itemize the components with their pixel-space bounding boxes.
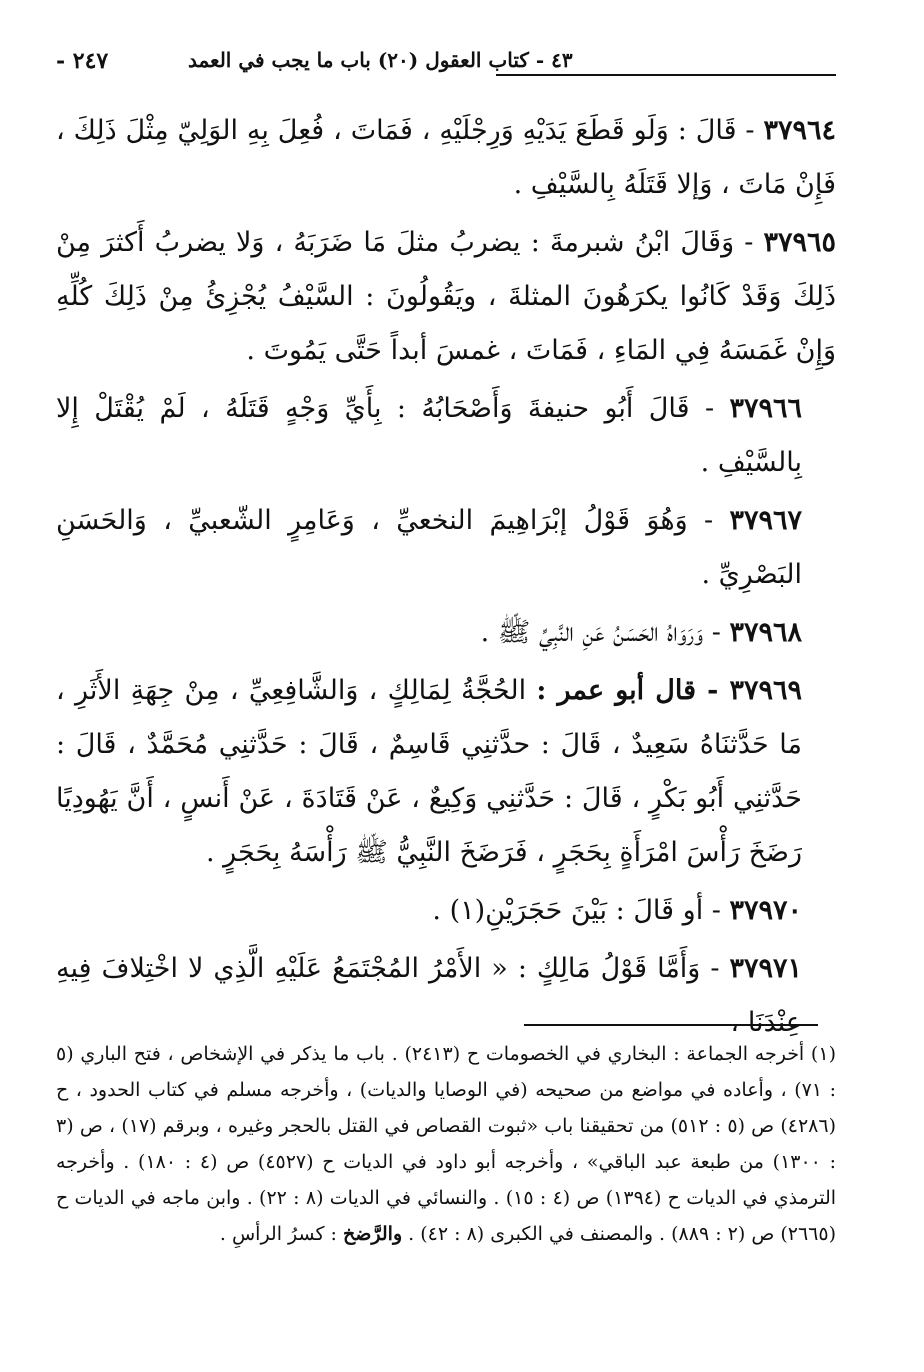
header-rule (496, 74, 836, 76)
footnote (56, 1036, 836, 1252)
paragraph (56, 942, 836, 1050)
paragraph-number: ٣٧٩٦٥ (763, 227, 836, 258)
paragraph (56, 606, 836, 660)
paragraph-number: ٣٧٩٧٠ (729, 895, 802, 926)
footnote-term: والرَّضخ (343, 1223, 403, 1245)
footnote-text: (١) أخرجه الجماعة : البخاري في الخصومات ح (٢٤١٣) . باب ما يذكر في الإشخاص ، فتح الباري (٥ : ٧١) ، وأعاده في مواضع من صحيحه (في الوصايا والديات) ، وأخرجه مسلم في كتاب الحدود ، ح (٤٢٨٦) ص (٥ : ٥١٢) من تحقيقنا باب «ثبوت القصاص في القتل بالحجر وغيره ، وبرقم (١٧) ، ص (٣ : ١٣٠٠) من طبعة عبد الباقي» ، وأخرجه أبو داود في الديات ح (٤٥٢٧) ص (٤ : ١٨٠) . وأخرجه الترمذي في الديات ح (١٣٩٤) ص (٤ : ١٥) . والنسائي في الديات (٨ : ٢٢) . وابن ماجه في الديات ح (٢٦٦٥) ص (٢ : ٨٨٩) . والمصنف في الكبرى (٨ : ٤٢) . (56, 1043, 837, 1245)
paragraph (56, 664, 836, 880)
paragraph-text: الحُجَّةُ لِمَالِكٍ ، وَالشَّافِعِيِّ ، مِنْ جِهَةِ الأَثَرِ ، مَا حَدَّثنَاهُ سَعِيدٌ ، قَالَ : حدَّثنِي قَاسِمٌ ، قَالَ : حَدَّثنِي مُحَمَّدٌ ، قَالَ : حَدَّثنِي أَبُو بَكْرٍ ، قَالَ : حَدَّثنِي وَكِيعٌ ، عَنْ قَتَادَةَ ، عَنْ أَنسٍ ، أَنَّ يَهُودِيًا رَضَخَ رَأْسَ امْرَأَةٍ بِحَجَرٍ ، فَرَضَخَ النَّبِيُّ ﷺ رَأْسَهُ بِحَجَرٍ . (56, 675, 802, 868)
running-title: ٤٣ - كتاب العقول (٢٠) باب ما يجب في العمد (188, 48, 573, 72)
main-text (56, 104, 836, 1054)
paragraph (56, 104, 836, 212)
paragraph-number: ٣٧٩٦٤ (763, 115, 836, 146)
paragraph-text: - أو قَالَ : بَيْنَ حَجَرَيْنِ(١) . (432, 895, 730, 926)
paragraph (56, 216, 836, 378)
paragraph-text: - وَقَالَ ابْنُ شبرمةَ : يضربُ مثلَ مَا ضَرَبَهُ ، وَلا يضربُ أَكثرَ مِنْ ذَلِكَ وَقَدْ كَانُوا يكرَهُونَ المثلةَ ، ويَقُولُونَ : السَّيْفُ يُجْزِئُ مِنْ ذَلِكَ كُلِّهِ وَإِنْ غَمَسَهُ فِي المَاءِ ، فَمَاتَ ، غمسَ أبداً حَتَّى يَمُوتَ . (56, 227, 836, 366)
paragraph (56, 382, 836, 490)
paragraph-number: ٣٧٩٦٦ (729, 393, 802, 424)
paragraph-text: - وَرَوَاهُ الحَسَنُ عَنِ النَّبِيِّ ﷺ . (480, 617, 730, 648)
paragraph-text: - قَالَ أَبُو حنيفةَ وَأَصْحَابُهُ : بِأَيِّ وَجْهٍ قَتَلَهُ ، لَمْ يُقْتَلْ إِلا بِالسَّيْفِ . (56, 393, 802, 478)
paragraph-number: ٣٧٩٧١ (729, 953, 802, 984)
footnote-rule (524, 1024, 818, 1026)
paragraph-number: ٣٧٩٦٨ (729, 617, 802, 648)
paragraph-text: - وَأَمَّا قَوْلُ مَالِكٍ : « الأَمْرُ المُجْتَمَعُ عَلَيْهِ الَّذِي لا اخْتِلافَ فِيهِ عِنْدَنَا ، (56, 953, 802, 1038)
paragraph-number: ٣٧٩٦٩ (729, 675, 802, 706)
footnote-term-definition: : كسرُ الرأسِ . (219, 1223, 343, 1245)
page-number: - ٢٤٧ (56, 48, 109, 74)
paragraph-text: - قَالَ : وَلَو قَطَعَ يَدَيْهِ وَرِجْلَيْهِ ، فَمَاتَ ، فُعِلَ بِهِ الوَلِيّ مِثْلَ ذَلِكَ ، فَإِنْ مَاتَ ، وَإلا قَتَلَهُ بِالسَّيْفِ . (56, 115, 836, 200)
page-header (56, 44, 836, 80)
paragraph-lead: - قال أبو عمر : (536, 675, 730, 706)
paragraph-text: - وَهُوَ قَوْلُ إبْرَاهِيمَ النخعيِّ ، وَعَامِرٍ الشّعبيِّ ، وَالحَسَنِ البَصْرِيِّ . (56, 505, 802, 590)
paragraph (56, 494, 836, 602)
paragraph (56, 884, 836, 938)
paragraph-number: ٣٧٩٦٧ (729, 505, 802, 536)
